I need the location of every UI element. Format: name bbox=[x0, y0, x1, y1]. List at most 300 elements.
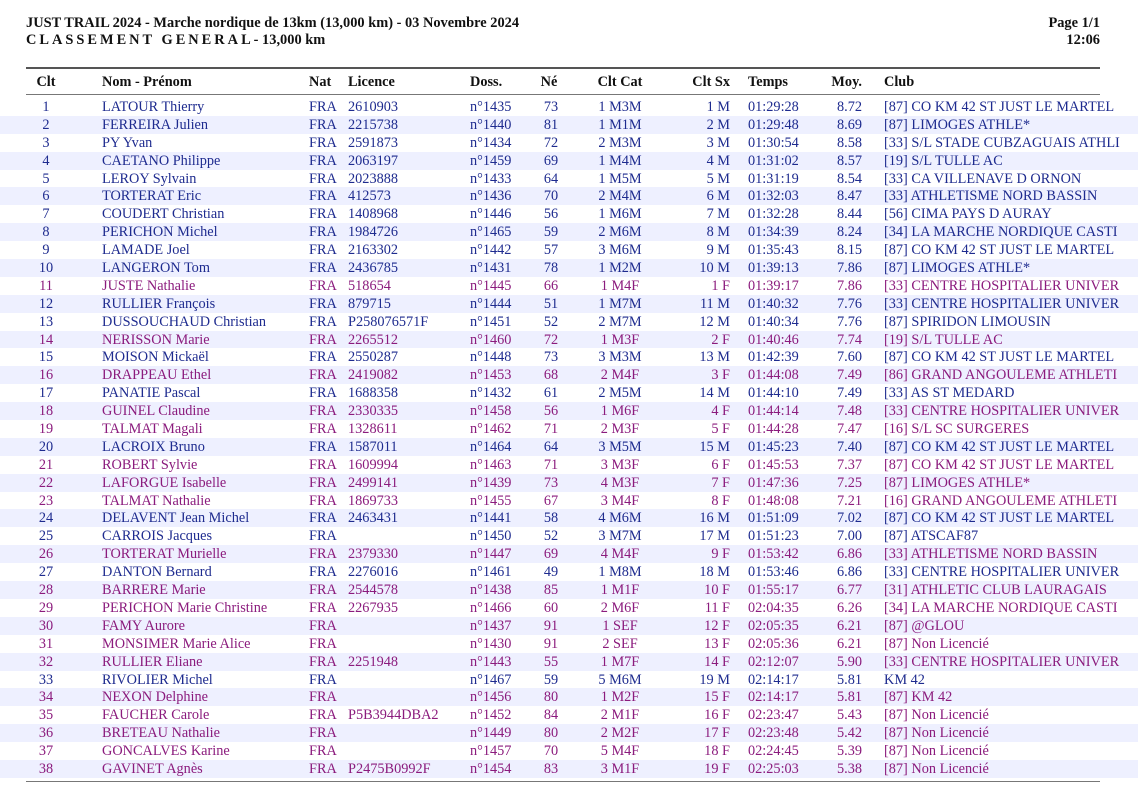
cell-doss: n°1460 bbox=[470, 331, 512, 348]
cell-clt: 20 bbox=[38, 438, 54, 455]
cell-licence: P2475B0992F bbox=[348, 760, 431, 777]
cell-clt: 33 bbox=[38, 671, 54, 688]
cell-nom: PERICHON Michel bbox=[102, 224, 218, 241]
cell-moy: 5.81 bbox=[836, 689, 862, 706]
cell-licence: P258076571F bbox=[348, 313, 429, 330]
cell-ne: 91 bbox=[543, 635, 559, 652]
col-moy: Moy. bbox=[831, 74, 862, 90]
cell-club: [33] CENTRE HOSPITALIER UNIVER bbox=[884, 277, 1120, 294]
cell-ne: 67 bbox=[543, 492, 559, 509]
table-row bbox=[0, 402, 1138, 420]
cell-temps: 02:05:36 bbox=[748, 635, 799, 652]
cell-clt-sx: 13 M bbox=[699, 349, 730, 366]
cell-clt-sx: 3 F bbox=[711, 367, 730, 384]
cell-clt-sx: 18 M bbox=[699, 564, 730, 581]
cell-nat: FRA bbox=[309, 152, 337, 169]
cell-clt-sx: 2 M bbox=[706, 116, 730, 133]
table-row bbox=[0, 688, 1138, 706]
cell-temps: 01:40:46 bbox=[748, 331, 799, 348]
cell-temps: 01:40:32 bbox=[748, 295, 799, 312]
distance-label: - 13,000 km bbox=[253, 32, 326, 48]
cell-nom: NERISSON Marie bbox=[102, 331, 210, 348]
table-row bbox=[0, 116, 1138, 134]
cell-clt-sx: 17 F bbox=[704, 725, 730, 742]
cell-clt-cat: 5 M4F bbox=[600, 743, 640, 760]
cell-nat: FRA bbox=[309, 224, 337, 241]
cell-doss: n°1448 bbox=[470, 349, 512, 366]
cell-ne: 57 bbox=[543, 242, 559, 259]
cell-licence: 2063197 bbox=[348, 152, 399, 169]
cell-doss: n°1463 bbox=[470, 456, 512, 473]
cell-clt: 38 bbox=[38, 760, 54, 777]
cell-doss: n°1435 bbox=[470, 99, 512, 115]
cell-clt-cat: 1 M4F bbox=[600, 277, 640, 294]
cell-nom: MOISON Mickaël bbox=[102, 349, 209, 366]
table-row bbox=[0, 563, 1138, 581]
cell-clt-cat: 1 M3M bbox=[598, 99, 642, 115]
cell-ne: 64 bbox=[543, 438, 559, 455]
cell-ne: 64 bbox=[543, 170, 559, 187]
cell-clt-sx: 1 M bbox=[706, 99, 730, 115]
cell-clt-sx: 8 M bbox=[706, 224, 730, 241]
cell-ne: 81 bbox=[543, 116, 559, 133]
cell-temps: 01:35:43 bbox=[748, 242, 799, 259]
cell-clt-sx: 9 M bbox=[706, 242, 730, 259]
cell-nom: TALMAT Magali bbox=[102, 421, 203, 438]
cell-clt-sx: 7 F bbox=[711, 474, 730, 491]
cell-nat: FRA bbox=[309, 635, 337, 652]
cell-doss: n°1431 bbox=[470, 260, 512, 277]
cell-clt-sx: 12 F bbox=[704, 617, 730, 634]
cell-doss: n°1467 bbox=[470, 671, 512, 688]
cell-clt-sx: 10 F bbox=[704, 582, 730, 599]
cell-doss: n°1461 bbox=[470, 564, 512, 581]
cell-clt: 7 bbox=[42, 206, 50, 223]
cell-clt: 22 bbox=[38, 474, 54, 491]
table-row bbox=[0, 509, 1138, 527]
cell-licence: 2267935 bbox=[348, 599, 399, 616]
cell-club: [16] S/L SC SURGERES bbox=[884, 421, 1030, 438]
cell-club: [33] CENTRE HOSPITALIER UNIVER bbox=[884, 564, 1120, 581]
cell-club: [33] CENTRE HOSPITALIER UNIVER bbox=[884, 295, 1120, 312]
cell-temps: 02:14:17 bbox=[748, 689, 799, 706]
cell-clt: 17 bbox=[38, 385, 54, 402]
cell-moy: 7.49 bbox=[836, 385, 862, 402]
cell-clt: 15 bbox=[38, 349, 54, 366]
cell-clt-cat: 2 M4M bbox=[598, 188, 642, 205]
cell-licence: 2251948 bbox=[348, 653, 399, 670]
cell-club: [87] Non Licencié bbox=[884, 707, 989, 724]
cell-ne: 52 bbox=[543, 313, 559, 330]
cell-nom: FAUCHER Carole bbox=[102, 707, 210, 724]
cell-clt-cat: 4 M4F bbox=[600, 546, 640, 563]
table-row bbox=[0, 635, 1138, 653]
cell-club: [16] GRAND ANGOULEME ATHLETI bbox=[884, 492, 1118, 509]
cell-doss: n°1442 bbox=[470, 242, 512, 259]
cell-licence: 2163302 bbox=[348, 242, 399, 259]
cell-clt-sx: 12 M bbox=[699, 313, 730, 330]
cell-nom: PANATIE Pascal bbox=[102, 385, 201, 402]
cell-clt: 28 bbox=[38, 582, 54, 599]
cell-licence: 1688358 bbox=[348, 385, 399, 402]
cell-nat: FRA bbox=[309, 546, 337, 563]
cell-clt-cat: 2 M1F bbox=[600, 707, 640, 724]
cell-moy: 7.74 bbox=[836, 331, 862, 348]
cell-nat: FRA bbox=[309, 116, 337, 133]
cell-clt: 30 bbox=[38, 617, 54, 634]
cell-moy: 7.49 bbox=[836, 367, 862, 384]
cell-doss: n°1459 bbox=[470, 152, 512, 169]
cell-nom: RULLIER Eliane bbox=[102, 653, 203, 670]
cell-moy: 8.57 bbox=[836, 152, 862, 169]
cell-clt-cat: 1 M7F bbox=[600, 653, 640, 670]
cell-clt-cat: 2 M6M bbox=[598, 224, 642, 241]
table-row bbox=[0, 348, 1138, 366]
cell-clt-sx: 18 F bbox=[704, 743, 730, 760]
cell-clt: 16 bbox=[38, 367, 54, 384]
cell-clt-sx: 3 M bbox=[706, 134, 730, 151]
cell-moy: 6.77 bbox=[836, 582, 862, 599]
cell-clt-sx: 16 M bbox=[699, 510, 730, 527]
cell-temps: 01:39:17 bbox=[748, 277, 799, 294]
cell-doss: n°1462 bbox=[470, 421, 512, 438]
cell-nom: LAMADE Joel bbox=[102, 242, 190, 259]
cell-nom: GAVINET Agnès bbox=[102, 760, 203, 777]
cell-clt-cat: 1 SEF bbox=[602, 617, 638, 634]
cell-licence: 1408968 bbox=[348, 206, 399, 223]
table-row bbox=[0, 205, 1138, 223]
cell-licence: 2463431 bbox=[348, 510, 399, 527]
classification-label: CLASSEMENT GENERAL bbox=[26, 32, 254, 48]
cell-clt: 24 bbox=[38, 510, 54, 527]
cell-moy: 7.86 bbox=[836, 277, 862, 294]
cell-temps: 01:51:23 bbox=[748, 528, 799, 545]
cell-club: [19] S/L TULLE AC bbox=[884, 152, 1003, 169]
cell-nom: GUINEL Claudine bbox=[102, 403, 210, 420]
cell-clt-sx: 15 F bbox=[704, 689, 730, 706]
cell-club: KM 42 bbox=[884, 671, 925, 688]
cell-club: [87] Non Licencié bbox=[884, 635, 989, 652]
cell-temps: 01:44:28 bbox=[748, 421, 799, 438]
cell-clt-sx: 13 F bbox=[704, 635, 730, 652]
cell-clt-cat: 1 M2M bbox=[598, 260, 642, 277]
cell-clt-sx: 14 F bbox=[704, 653, 730, 670]
col-clt-cat: Clt Cat bbox=[597, 74, 643, 90]
cell-nat: FRA bbox=[309, 403, 337, 420]
cell-temps: 01:51:09 bbox=[748, 510, 799, 527]
cell-ne: 73 bbox=[543, 99, 559, 115]
cell-temps: 02:23:47 bbox=[748, 707, 799, 724]
table-row bbox=[0, 617, 1138, 635]
print-time: 12:06 bbox=[1066, 32, 1100, 48]
table-row bbox=[0, 581, 1138, 599]
cell-nat: FRA bbox=[309, 99, 337, 115]
cell-ne: 59 bbox=[543, 224, 559, 241]
cell-nom: TALMAT Nathalie bbox=[102, 492, 211, 509]
cell-licence: P5B3944DBA2 bbox=[348, 707, 439, 724]
cell-clt-cat: 2 M3M bbox=[598, 134, 642, 151]
cell-club: [87] Non Licencié bbox=[884, 743, 989, 760]
table-row bbox=[0, 366, 1138, 384]
cell-clt-sx: 9 F bbox=[711, 546, 730, 563]
cell-ne: 80 bbox=[543, 689, 559, 706]
cell-licence: 2591873 bbox=[348, 134, 399, 151]
cell-nom: BARRERE Marie bbox=[102, 582, 206, 599]
cell-clt: 36 bbox=[38, 725, 54, 742]
cell-clt: 34 bbox=[38, 689, 54, 706]
cell-nat: FRA bbox=[309, 599, 337, 616]
cell-ne: 51 bbox=[543, 295, 559, 312]
table-row bbox=[0, 724, 1138, 742]
cell-moy: 5.43 bbox=[836, 707, 862, 724]
table-row bbox=[0, 420, 1138, 438]
cell-temps: 01:34:39 bbox=[748, 224, 799, 241]
cell-ne: 69 bbox=[543, 546, 559, 563]
cell-clt-cat: 3 M4F bbox=[600, 492, 640, 509]
cell-doss: n°1464 bbox=[470, 438, 512, 455]
cell-clt-cat: 2 M5M bbox=[598, 385, 642, 402]
cell-ne: 68 bbox=[543, 367, 559, 384]
cell-clt: 31 bbox=[38, 635, 54, 652]
cell-ne: 56 bbox=[543, 403, 559, 420]
cell-nom: PY Yvan bbox=[102, 134, 153, 151]
cell-licence: 1869733 bbox=[348, 492, 399, 509]
cell-ne: 66 bbox=[543, 277, 559, 294]
cell-temps: 01:42:39 bbox=[748, 349, 799, 366]
cell-doss: n°1444 bbox=[470, 295, 512, 312]
top-rule bbox=[26, 67, 1100, 69]
cell-nat: FRA bbox=[309, 725, 337, 742]
cell-licence: 2276016 bbox=[348, 564, 399, 581]
cell-nom: LATOUR Thierry bbox=[102, 99, 205, 115]
table-row bbox=[0, 170, 1138, 188]
cell-moy: 7.21 bbox=[836, 492, 862, 509]
cell-moy: 8.15 bbox=[836, 242, 862, 259]
cell-nat: FRA bbox=[309, 277, 337, 294]
cell-nom: BRETEAU Nathalie bbox=[102, 725, 220, 742]
cell-nat: FRA bbox=[309, 295, 337, 312]
cell-licence: 1609994 bbox=[348, 456, 399, 473]
cell-doss: n°1456 bbox=[470, 689, 512, 706]
cell-nom: FERREIRA Julien bbox=[102, 116, 209, 133]
cell-club: [87] LIMOGES ATHLE* bbox=[884, 260, 1031, 277]
cell-club: [33] S/L STADE CUBZAGUAIS ATHLI bbox=[884, 134, 1120, 151]
cell-licence: 879715 bbox=[348, 295, 391, 312]
cell-clt: 4 bbox=[42, 152, 50, 169]
cell-moy: 8.44 bbox=[836, 206, 862, 223]
cell-clt: 27 bbox=[38, 564, 54, 581]
cell-ne: 72 bbox=[543, 331, 559, 348]
cell-licence: 2550287 bbox=[348, 349, 399, 366]
document-header bbox=[26, 15, 519, 49]
cell-club: [87] CO KM 42 ST JUST LE MARTEL bbox=[884, 99, 1115, 115]
cell-licence: 2499141 bbox=[348, 474, 399, 491]
cell-ne: 52 bbox=[543, 528, 559, 545]
classification-title bbox=[26, 32, 519, 49]
cell-nom: DANTON Bernard bbox=[102, 564, 212, 581]
cell-nom: DELAVENT Jean Michel bbox=[102, 510, 250, 527]
cell-clt: 2 bbox=[42, 116, 50, 133]
cell-clt: 21 bbox=[38, 456, 54, 473]
col-clt: Clt bbox=[36, 74, 56, 90]
cell-temps: 02:23:48 bbox=[748, 725, 799, 742]
cell-club: [33] AS ST MEDARD bbox=[884, 385, 1015, 402]
cell-club: [34] LA MARCHE NORDIQUE CASTI bbox=[884, 224, 1118, 241]
cell-clt-cat: 2 SEF bbox=[602, 635, 638, 652]
cell-doss: n°1438 bbox=[470, 582, 512, 599]
cell-temps: 01:30:54 bbox=[748, 134, 799, 151]
cell-licence: 1984726 bbox=[348, 224, 399, 241]
cell-nom: GONCALVES Karine bbox=[102, 743, 230, 760]
cell-clt-cat: 1 M1F bbox=[600, 582, 640, 599]
cell-club: [87] LIMOGES ATHLE* bbox=[884, 474, 1031, 491]
cell-clt-sx: 6 F bbox=[711, 456, 730, 473]
cell-clt-sx: 5 M bbox=[706, 170, 730, 187]
cell-ne: 84 bbox=[543, 707, 559, 724]
cell-nom: JUSTE Nathalie bbox=[102, 277, 196, 294]
cell-clt-cat: 1 M5M bbox=[598, 170, 642, 187]
cell-doss: n°1446 bbox=[470, 206, 512, 223]
cell-clt-sx: 6 M bbox=[706, 188, 730, 205]
cell-licence: 2419082 bbox=[348, 367, 399, 384]
cell-nat: FRA bbox=[309, 242, 337, 259]
cell-clt-cat: 1 M1M bbox=[598, 116, 642, 133]
cell-clt-cat: 1 M6M bbox=[598, 206, 642, 223]
table-row bbox=[0, 98, 1138, 116]
cell-club: [87] @GLOU bbox=[884, 617, 965, 634]
col-temps: Temps bbox=[748, 74, 788, 90]
cell-clt-sx: 15 M bbox=[699, 438, 730, 455]
cell-temps: 02:12:07 bbox=[748, 653, 799, 670]
table-row bbox=[0, 742, 1138, 760]
cell-club: [87] Non Licencié bbox=[884, 725, 989, 742]
cell-clt-cat: 2 M3F bbox=[600, 421, 640, 438]
cell-ne: 80 bbox=[543, 725, 559, 742]
cell-club: [87] CO KM 42 ST JUST LE MARTEL bbox=[884, 438, 1115, 455]
cell-clt: 1 bbox=[42, 99, 50, 115]
table-row bbox=[0, 277, 1138, 295]
cell-nom: FAMY Aurore bbox=[102, 617, 185, 634]
cell-moy: 7.00 bbox=[836, 528, 862, 545]
cell-doss: n°1452 bbox=[470, 707, 512, 724]
cell-nom: COUDERT Christian bbox=[102, 206, 225, 223]
cell-nat: FRA bbox=[309, 564, 337, 581]
cell-doss: n°1432 bbox=[470, 385, 512, 402]
cell-clt-sx: 19 F bbox=[704, 760, 730, 777]
table-row bbox=[0, 384, 1138, 402]
cell-nom: RIVOLIER Michel bbox=[102, 671, 213, 688]
cell-clt-cat: 4 M3F bbox=[600, 474, 640, 491]
cell-nom: RULLIER François bbox=[102, 295, 216, 312]
cell-nom: PERICHON Marie Christine bbox=[102, 599, 268, 616]
cell-club: [19] S/L TULLE AC bbox=[884, 331, 1003, 348]
cell-temps: 01:32:03 bbox=[748, 188, 799, 205]
cell-club: [34] LA MARCHE NORDIQUE CASTI bbox=[884, 599, 1118, 616]
cell-temps: 02:14:17 bbox=[748, 671, 799, 688]
cell-doss: n°1436 bbox=[470, 188, 512, 205]
cell-moy: 6.26 bbox=[836, 599, 862, 616]
cell-clt-sx: 2 F bbox=[711, 331, 730, 348]
cell-clt-cat: 2 M7M bbox=[598, 313, 642, 330]
cell-moy: 5.39 bbox=[836, 743, 862, 760]
cell-nat: FRA bbox=[309, 653, 337, 670]
cell-temps: 01:55:17 bbox=[748, 582, 799, 599]
cell-nom: LAFORGUE Isabelle bbox=[102, 474, 227, 491]
cell-doss: n°1450 bbox=[470, 528, 512, 545]
table-row bbox=[0, 653, 1138, 671]
cell-moy: 7.60 bbox=[836, 349, 862, 366]
cell-clt-sx: 4 F bbox=[711, 403, 730, 420]
cell-doss: n°1434 bbox=[470, 134, 512, 151]
col-licence: Licence bbox=[348, 74, 395, 90]
cell-temps: 01:47:36 bbox=[748, 474, 799, 491]
cell-nat: FRA bbox=[309, 671, 337, 688]
cell-nat: FRA bbox=[309, 206, 337, 223]
cell-licence: 2023888 bbox=[348, 170, 399, 187]
cell-clt: 6 bbox=[42, 188, 50, 205]
cell-nat: FRA bbox=[309, 760, 337, 777]
page-number: Page 1/1 bbox=[1048, 15, 1100, 31]
cell-clt-cat: 1 M7M bbox=[598, 295, 642, 312]
cell-moy: 5.38 bbox=[836, 760, 862, 777]
cell-nom: MONSIMER Marie Alice bbox=[102, 635, 251, 652]
cell-temps: 01:31:19 bbox=[748, 170, 799, 187]
cell-clt-cat: 3 M3F bbox=[600, 456, 640, 473]
cell-nom: LEROY Sylvain bbox=[102, 170, 197, 187]
cell-moy: 7.76 bbox=[836, 313, 862, 330]
cell-moy: 8.72 bbox=[836, 99, 862, 115]
cell-club: [87] SPIRIDON LIMOUSIN bbox=[884, 313, 1051, 330]
cell-licence: 2265512 bbox=[348, 331, 399, 348]
cell-nat: FRA bbox=[309, 456, 337, 473]
table-row bbox=[0, 599, 1138, 617]
cell-licence: 2544578 bbox=[348, 582, 399, 599]
cell-nat: FRA bbox=[309, 438, 337, 455]
cell-licence: 1587011 bbox=[348, 438, 398, 455]
cell-club: [33] ATHLETISME NORD BASSIN bbox=[884, 188, 1098, 205]
cell-moy: 7.40 bbox=[836, 438, 862, 455]
cell-licence: 2610903 bbox=[348, 99, 399, 115]
cell-nom: TORTERAT Murielle bbox=[102, 546, 227, 563]
cell-moy: 5.81 bbox=[836, 671, 862, 688]
cell-club: [33] CA VILLENAVE D ORNON bbox=[884, 170, 1082, 187]
cell-clt-sx: 14 M bbox=[699, 385, 730, 402]
cell-nom: NEXON Delphine bbox=[102, 689, 209, 706]
cell-licence: 2215738 bbox=[348, 116, 399, 133]
cell-temps: 01:44:08 bbox=[748, 367, 799, 384]
col-club: Club bbox=[884, 74, 915, 90]
cell-clt-sx: 10 M bbox=[699, 260, 730, 277]
cell-doss: n°1465 bbox=[470, 224, 512, 241]
cell-clt: 35 bbox=[38, 707, 54, 724]
cell-ne: 55 bbox=[543, 653, 559, 670]
cell-clt-cat: 1 M3F bbox=[600, 331, 640, 348]
cell-clt-cat: 3 M7M bbox=[598, 528, 642, 545]
race-title: JUST TRAIL 2024 - Marche nordique de 13km (13,000 km) - 03 Novembre 2024 bbox=[26, 15, 520, 31]
table-row bbox=[0, 545, 1138, 563]
cell-clt: 23 bbox=[38, 492, 54, 509]
cell-ne: 71 bbox=[543, 421, 559, 438]
cell-club: [87] CO KM 42 ST JUST LE MARTEL bbox=[884, 349, 1115, 366]
cell-clt: 18 bbox=[38, 403, 54, 420]
table-row bbox=[0, 492, 1138, 510]
table-row bbox=[0, 241, 1138, 259]
cell-nat: FRA bbox=[309, 260, 337, 277]
cell-clt-sx: 16 F bbox=[704, 707, 730, 724]
cell-clt: 11 bbox=[39, 277, 53, 294]
cell-clt: 14 bbox=[38, 331, 54, 348]
cell-moy: 6.21 bbox=[836, 635, 862, 652]
